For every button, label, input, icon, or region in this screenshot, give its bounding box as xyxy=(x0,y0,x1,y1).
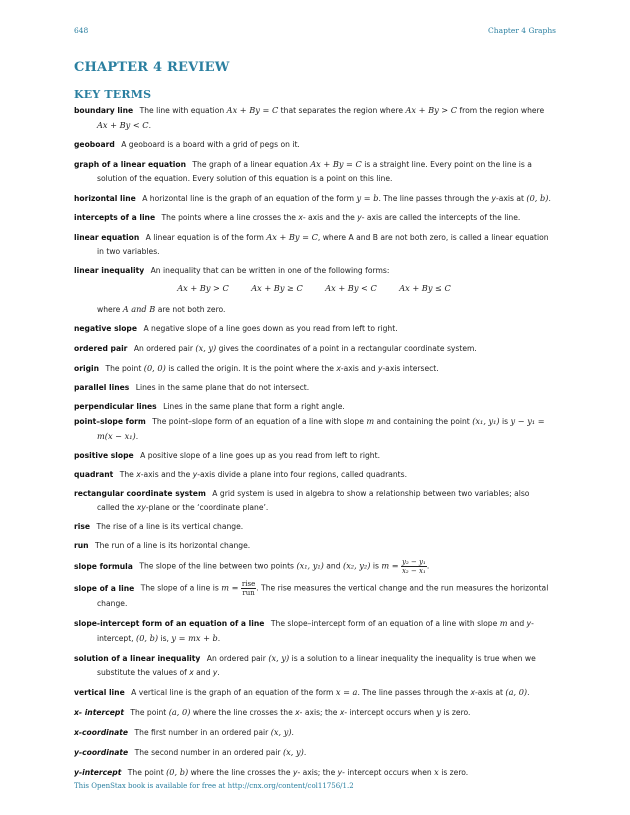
term-label: parallel lines xyxy=(74,383,130,392)
definition-text: from the region where xyxy=(459,106,545,115)
math-expression: (0, b) xyxy=(166,767,189,777)
math-expression: (a, 0) xyxy=(168,707,191,717)
definition-text: y xyxy=(377,364,383,373)
term-linear-equation xyxy=(74,230,554,259)
definition-text: A grid system is used in algebra to show a relationship between two variables; also called the xyxy=(97,489,530,512)
math-expression: y = b xyxy=(356,193,379,203)
definition-text: . xyxy=(135,432,139,441)
term-label: x- intercept xyxy=(74,708,124,717)
term-quadrant xyxy=(74,468,554,482)
definition-text: The points where a line crosses the xyxy=(161,213,296,222)
definition-text: y xyxy=(212,668,218,677)
math-expression: x = a xyxy=(335,687,358,697)
definition-text: - axis and the xyxy=(302,213,355,222)
definition-text: The point–slope form of an equation of a line with slope xyxy=(152,417,364,426)
definition-text: x xyxy=(295,708,300,717)
term-label: slope formula xyxy=(74,561,133,571)
math-expression: m xyxy=(366,416,375,426)
definition-text: . xyxy=(217,634,221,643)
math-expression: Ax + By ≤ C xyxy=(399,283,451,293)
term-slope-intercept-form xyxy=(74,616,554,646)
definition-text: y xyxy=(357,213,362,222)
term-label: rise xyxy=(74,522,91,531)
section-title: KEY TERMS xyxy=(74,88,152,101)
term-boundary-line xyxy=(74,103,554,133)
definition-text: The run of a line is its horizontal change. xyxy=(94,541,251,550)
math-expression: (x₂, y₂) xyxy=(343,560,371,571)
key-terms-list xyxy=(74,103,554,785)
term-label: ordered pair xyxy=(74,344,128,353)
term-label: geoboard xyxy=(74,140,115,149)
definition-text: x xyxy=(339,708,345,717)
definition-text: is xyxy=(502,417,509,426)
definition-text: xy xyxy=(136,503,146,512)
definition-text: . xyxy=(291,728,294,737)
definition-text: A linear equation is of the form xyxy=(145,233,264,242)
term-label: horizontal line xyxy=(74,194,136,203)
term-linear-inequality xyxy=(74,264,554,278)
definition-text: An ordered pair xyxy=(206,654,266,663)
definition-text: and xyxy=(509,619,525,628)
math-expression: (x₁, y₁) xyxy=(296,560,324,571)
term-slope-of-a-line xyxy=(74,580,554,611)
term-label: boundary line xyxy=(74,106,134,115)
inequality-note xyxy=(74,302,554,317)
definition-text: . xyxy=(148,121,151,130)
term-slope-formula xyxy=(74,558,554,575)
term-horizontal-line xyxy=(74,191,554,206)
term-label: vertical line xyxy=(74,688,125,697)
definition-text: The slope of a line is xyxy=(140,583,219,593)
definition-text: The slope–intercept form of an equation of a line with slope xyxy=(270,619,498,628)
definition-text: -axis and xyxy=(340,364,376,373)
definition-text: . xyxy=(548,194,551,203)
term-positive-slope xyxy=(74,449,554,463)
math-expression: Ax + By = C xyxy=(310,159,362,169)
math-expression: (x, y) xyxy=(270,727,292,737)
definition-text: where the line crosses the xyxy=(192,708,293,717)
term-label: y-coordinate xyxy=(74,748,129,757)
term-label: slope of a line xyxy=(74,583,135,593)
term-vertical-line xyxy=(74,685,554,700)
definition-text: -axis at xyxy=(495,194,524,203)
definition-text: , where A and B are not both zero, is called a linear equation in two variables. xyxy=(97,233,549,256)
definition-text: -axis divide a plane into four regions, called quadrants. xyxy=(197,470,408,479)
term-label: linear equation xyxy=(74,233,140,242)
definition-text: that separates the region where xyxy=(280,106,404,115)
definition-text: - axis; the xyxy=(297,768,336,777)
math-expression: Ax + By > C xyxy=(405,105,458,115)
term-solution-of-linear-inequality xyxy=(74,651,554,680)
definition-text: x xyxy=(298,213,303,222)
term-label: origin xyxy=(74,364,100,373)
math-expression: m xyxy=(499,618,508,628)
definition-text: A negative slope of a line goes down as you read from left to right. xyxy=(143,324,398,333)
term-label: linear inequality xyxy=(74,266,145,275)
definition-text: . xyxy=(217,668,220,677)
term-geoboard xyxy=(74,138,554,152)
definition-text: The rise of a line is its vertical change. xyxy=(96,522,244,531)
definition-text: The line with equation xyxy=(139,106,225,115)
definition-text: An ordered pair xyxy=(133,344,193,353)
math-expression: (a, 0) xyxy=(505,687,528,697)
definition-text: The first number in an ordered pair xyxy=(134,728,269,737)
definition-text: is a straight line. Every point on the line is a solution of the equation. Every solution of this equation is a point on this line. xyxy=(97,160,532,183)
math-expression: Ax + By < C xyxy=(325,283,377,293)
math-expression: x xyxy=(434,767,439,777)
definition-text: Lines in the same plane that do not intersect. xyxy=(135,383,310,392)
term-x-intercept xyxy=(74,705,554,720)
term-ordered-pair xyxy=(74,341,554,356)
definition-text: are not both zero. xyxy=(157,305,226,314)
term-graph-of-linear-equation xyxy=(74,157,554,186)
definition-text: A horizontal line is the graph of an equation of the form xyxy=(142,194,355,203)
definition-text: . xyxy=(426,561,430,571)
definition-text: y xyxy=(491,194,496,203)
definition-text: The point xyxy=(127,768,164,777)
term-label: positive slope xyxy=(74,451,134,460)
definition-text: y xyxy=(337,768,343,777)
math-expression: Ax + By = C xyxy=(226,105,279,115)
definition-text: . The line passes through the xyxy=(378,194,490,203)
term-label: solution of a linear inequality xyxy=(74,654,201,663)
definition-text: x xyxy=(336,364,341,373)
math-expression: A and B xyxy=(122,304,156,314)
definition-text: The second number in an ordered pair xyxy=(134,748,281,757)
fraction-denominator: x₂ − x₁ xyxy=(401,567,426,575)
term-rectangular-coordinate-system xyxy=(74,487,554,515)
term-label: perpendicular lines xyxy=(74,402,157,411)
definition-text: gives the coordinates of a point in a rectangular coordinate system. xyxy=(218,344,477,353)
math-expression: (x, y) xyxy=(268,653,290,663)
term-label: rectangular coordinate system xyxy=(74,489,206,498)
definition-text: The point xyxy=(130,708,167,717)
term-rise xyxy=(74,520,554,534)
term-label: intercepts of a line xyxy=(74,213,156,222)
definition-text: where xyxy=(97,305,121,314)
definition-text: The point xyxy=(105,364,142,373)
term-label: y-intercept xyxy=(74,768,122,777)
definition-text: and xyxy=(326,561,341,571)
definition-text: - intercept occurs when xyxy=(342,768,432,777)
inequality-forms xyxy=(74,278,554,302)
definition-text: y xyxy=(292,768,298,777)
definition-text: -axis at xyxy=(475,688,503,697)
math-expression: y − y₁ = m(x − x₁) xyxy=(97,416,545,441)
running-header-chapter: Chapter 4 Graphs xyxy=(488,26,556,35)
term-label: negative slope xyxy=(74,324,138,333)
definition-text: . The line passes through the xyxy=(357,688,469,697)
definition-text: . xyxy=(303,748,307,757)
term-label: slope-intercept form of an equation of a line xyxy=(74,619,265,628)
term-y-intercept xyxy=(74,765,554,780)
definition-text: y xyxy=(526,619,532,628)
math-expression: (0, b) xyxy=(136,633,159,643)
definition-text: . The rise measures the vertical change and the run measures the horizontal change. xyxy=(97,583,549,608)
math-expression: (x₁, y₁) xyxy=(472,416,500,426)
definition-text: and containing the point xyxy=(376,417,470,426)
math-expression: (x, y) xyxy=(195,343,217,353)
definition-text: . xyxy=(527,688,530,697)
math-expression: (0, b) xyxy=(526,193,549,203)
definition-text: - axis; the xyxy=(299,708,338,717)
definition-text: A vertical line is the graph of an equation of the form xyxy=(131,688,334,697)
term-label: x-coordinate xyxy=(74,728,129,737)
definition-text: is zero. xyxy=(443,708,471,717)
chapter-title: CHAPTER 4 REVIEW xyxy=(74,60,230,75)
definition-text: - intercept occurs when xyxy=(344,708,434,717)
math-expression: y = mx + b xyxy=(171,633,218,643)
definition-text: -intercept, xyxy=(97,619,534,643)
definition-text: -axis intersect. xyxy=(382,364,439,373)
definition-text: x xyxy=(470,688,475,697)
term-run xyxy=(74,539,554,553)
math-expression: Ax + By ≥ C xyxy=(251,283,303,293)
fraction-denominator: run xyxy=(242,589,255,597)
definition-text: y xyxy=(192,470,198,479)
slope-fraction xyxy=(401,558,430,575)
term-y-coordinate xyxy=(74,745,554,760)
definition-text: The slope of the line between two points xyxy=(139,561,295,571)
rise-over-run-fraction xyxy=(241,580,256,597)
definition-text: is, xyxy=(160,634,169,643)
term-label: point–slope form xyxy=(74,417,146,426)
footer-availability-note: This OpenStax book is available for free at http://cnx.org/content/col11756/1.2 xyxy=(74,782,354,790)
math-expression: (x, y) xyxy=(282,747,304,757)
math-expression: m = xyxy=(381,560,399,571)
term-label: quadrant xyxy=(74,470,114,479)
definition-text: is xyxy=(372,561,379,571)
math-expression: Ax + By = C xyxy=(266,232,318,242)
definition-text: - axis are called the intercepts of the line. xyxy=(361,213,521,222)
definition-text: -plane or the ‘coordinate plane’. xyxy=(145,503,269,512)
math-expression: Ax + By > C xyxy=(177,283,229,293)
definition-text: An inequality that can be written in one of the following forms: xyxy=(150,266,390,275)
math-expression: y xyxy=(436,707,442,717)
term-label: run xyxy=(74,541,89,550)
definition-text: The graph of a linear equation xyxy=(192,160,308,169)
math-expression: (0, 0) xyxy=(143,363,166,373)
term-label: graph of a linear equation xyxy=(74,160,186,169)
definition-text: where the line crosses the xyxy=(190,768,291,777)
definition-text: Lines in the same plane that form a right angle. xyxy=(163,402,345,411)
definition-text: x xyxy=(136,470,141,479)
term-origin xyxy=(74,361,554,376)
term-x-coordinate xyxy=(74,725,554,740)
definition-text: is zero. xyxy=(441,768,469,777)
fraction-numerator: y₂ − y₁ xyxy=(401,558,426,566)
definition-text: A positive slope of a line goes up as you read from left to right. xyxy=(140,451,381,460)
term-negative-slope xyxy=(74,322,554,336)
definition-text: x xyxy=(189,668,194,677)
term-point-slope-form xyxy=(74,414,554,444)
term-intercepts-of-a-line xyxy=(74,211,554,225)
definition-text: -axis and the xyxy=(140,470,191,479)
definition-text: The xyxy=(119,470,134,479)
term-perpendicular-lines xyxy=(74,400,554,414)
math-expression: Ax + By < C xyxy=(97,120,149,130)
term-parallel-lines xyxy=(74,381,554,395)
definition-text: is called the origin. It is the point where the xyxy=(168,364,334,373)
definition-text: and xyxy=(196,668,211,677)
definition-text: A geoboard is a board with a grid of pegs on it. xyxy=(121,140,300,149)
fraction-numerator: rise xyxy=(241,580,256,588)
definition-text: is a solution to a linear inequality the inequality is true when we substitute the values of xyxy=(97,654,536,677)
math-expression: m = xyxy=(221,582,239,593)
page-number: 648 xyxy=(74,26,89,35)
